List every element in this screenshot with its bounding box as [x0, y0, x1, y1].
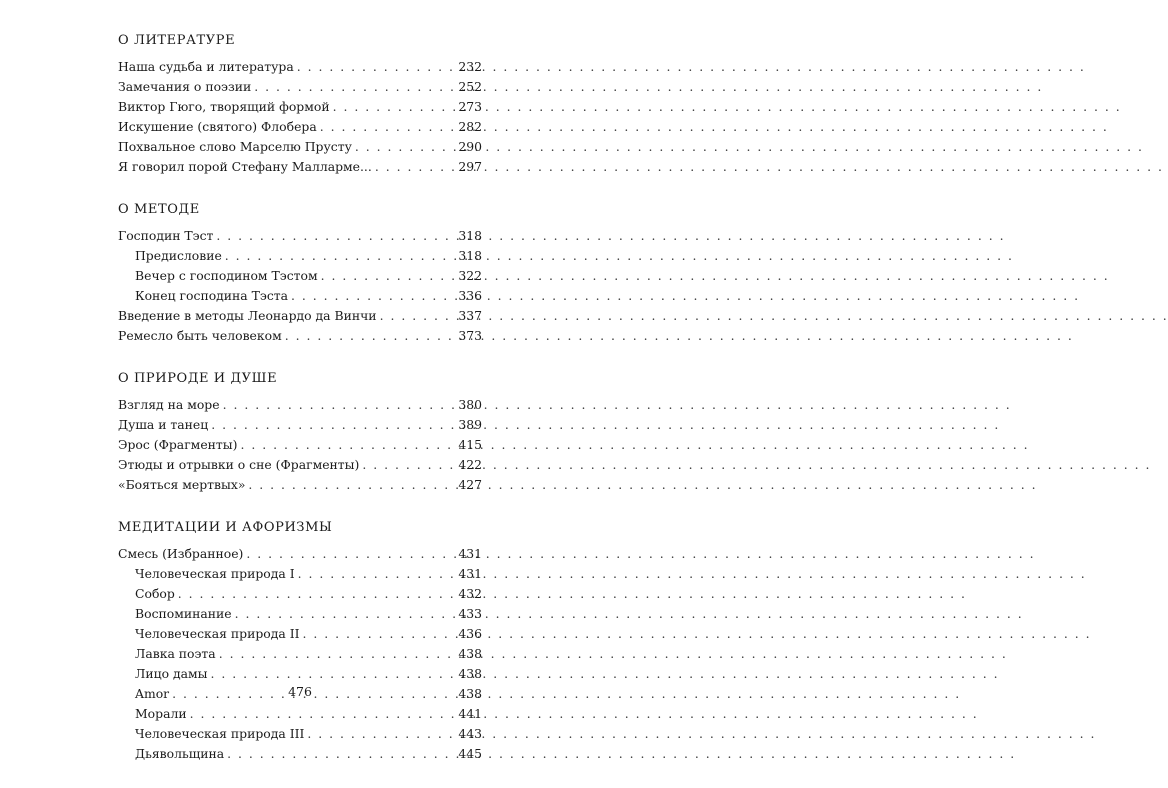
- dot-leader: [235, 604, 458, 624]
- section-title: О МЕТОДЕ: [118, 202, 200, 217]
- entry-title: Человеческая природа II: [135, 626, 300, 641]
- entry-title: Я говорил порой Стефану Малларме...: [118, 159, 372, 174]
- dot-leader: [362, 455, 457, 475]
- toc-entry: [118, 286, 482, 306]
- dot-leader: [178, 584, 458, 604]
- toc-entry: [118, 326, 482, 346]
- dot-leader: [227, 744, 457, 764]
- entry-title: Человеческая природа III: [135, 726, 305, 741]
- toc-entry: [118, 604, 482, 624]
- dot-leader: [333, 97, 458, 117]
- dot-leader: [210, 664, 457, 684]
- dot-leader: [285, 326, 458, 346]
- entry-title: Замечания о поэзии: [118, 79, 252, 94]
- entry-page-number: 445: [458, 746, 482, 761]
- entry-title: Amor: [135, 686, 170, 701]
- dot-leader: [355, 137, 457, 157]
- toc-entry: [118, 77, 482, 97]
- section-entries: [118, 57, 482, 177]
- entry-title: Смесь (Избранное): [118, 546, 244, 561]
- toc-entry: [118, 117, 482, 137]
- entry-page-number: 438: [458, 646, 482, 661]
- entry-page-number: 441: [458, 706, 482, 721]
- entry-page-number: 318: [458, 248, 482, 263]
- entry-page-number: 337: [458, 308, 482, 323]
- entry-page-number: 438: [458, 686, 482, 701]
- entry-page-number: 433: [458, 606, 482, 621]
- entry-page-number: 431: [458, 566, 482, 581]
- toc-entry: [118, 97, 482, 117]
- entry-title: Дьявольщина: [135, 746, 225, 761]
- toc-entry: [118, 624, 482, 644]
- entry-title: Конец господина Тэста: [135, 288, 289, 303]
- entry-title: Лицо дамы: [135, 666, 208, 681]
- entry-page-number: 438: [458, 666, 482, 681]
- toc-entry: [118, 475, 482, 495]
- entry-title: Господин Тэст: [118, 228, 214, 243]
- entry-page-number: 290: [458, 139, 482, 154]
- entry-title: Вечер с господином Тэстом: [135, 268, 318, 283]
- entry-title: Взгляд на море: [118, 397, 220, 412]
- entry-title: Морали: [135, 706, 187, 721]
- entry-page-number: 282: [458, 119, 482, 134]
- toc-entry: [118, 415, 482, 435]
- entry-page-number: 273: [458, 99, 482, 114]
- dot-leader: [211, 415, 457, 435]
- toc-entry: [118, 704, 482, 724]
- toc-entry: [118, 644, 482, 664]
- entry-page-number: 252: [458, 79, 482, 94]
- entry-title: Похвальное слово Марселю Прусту: [118, 139, 352, 154]
- dot-leader: [223, 395, 458, 415]
- section-entries: [118, 544, 482, 764]
- table-of-contents: [118, 32, 482, 788]
- toc-entry: [118, 137, 482, 157]
- page-number: 476: [288, 684, 312, 699]
- toc-entry: [118, 226, 482, 246]
- entry-title: Предисловие: [135, 248, 222, 263]
- toc-entry: [118, 724, 482, 744]
- dot-leader: [216, 226, 457, 246]
- book-page: [0, 0, 600, 761]
- entry-title: Ремесло быть человеком: [118, 328, 282, 343]
- toc-section: [118, 370, 482, 495]
- section-title: О ЛИТЕРАТУРЕ: [118, 33, 236, 48]
- entry-title: Воспоминание: [135, 606, 232, 621]
- section-title: О ПРИРОДЕ И ДУШЕ: [118, 371, 278, 386]
- entry-title: Этюды и отрывки о сне (Фрагменты): [118, 457, 360, 472]
- entry-page-number: 389: [458, 417, 482, 432]
- entry-title: Искушение (святого) Флобера: [118, 119, 317, 134]
- toc-entry: [118, 435, 482, 455]
- entry-page-number: 432: [458, 586, 482, 601]
- dot-leader: [303, 624, 458, 644]
- toc-entry: [118, 664, 482, 684]
- dot-leader: [190, 704, 458, 724]
- entry-title: Наша судьба и литература: [118, 59, 294, 74]
- toc-entry: [118, 395, 482, 415]
- entry-title: Собор: [135, 586, 175, 601]
- entry-title: «Бояться мертвых»: [118, 477, 246, 492]
- entry-page-number: 373: [458, 328, 482, 343]
- dot-leader: [291, 286, 457, 306]
- entry-page-number: 443: [458, 726, 482, 741]
- entry-title: Виктор Гюго, творящий формой: [118, 99, 330, 114]
- dot-leader: [240, 435, 457, 455]
- section-entries: [118, 226, 482, 346]
- toc-section: [118, 32, 482, 177]
- entry-page-number: 427: [458, 477, 482, 492]
- entry-page-number: 322: [458, 268, 482, 283]
- entry-page-number: 422: [458, 457, 482, 472]
- entry-title: Душа и танец: [118, 417, 209, 432]
- entry-page-number: 336: [458, 288, 482, 303]
- toc-entry: [118, 455, 482, 475]
- dot-leader: [307, 724, 457, 744]
- toc-entry: [118, 246, 482, 266]
- section-entries: [118, 395, 482, 495]
- section-title: МЕДИТАЦИИ И АФОРИЗМЫ: [118, 520, 333, 535]
- entry-page-number: 318: [458, 228, 482, 243]
- toc-entry: [118, 544, 482, 564]
- dot-leader: [380, 306, 458, 326]
- dot-leader: [375, 157, 458, 177]
- entry-page-number: 415: [458, 437, 482, 452]
- entry-page-number: 297: [458, 159, 482, 174]
- dot-leader: [219, 644, 458, 664]
- entry-title: Человеческая природа I: [135, 566, 295, 581]
- entry-page-number: 232: [458, 59, 482, 74]
- dot-leader: [298, 564, 458, 584]
- dot-leader: [248, 475, 457, 495]
- toc-entry: [118, 306, 482, 326]
- toc-section: [118, 519, 482, 764]
- entry-page-number: 436: [458, 626, 482, 641]
- dot-leader: [321, 266, 458, 286]
- dot-leader: [254, 77, 457, 97]
- toc-entry: [118, 157, 482, 177]
- toc-entry: [118, 584, 482, 604]
- toc-entry: [118, 57, 482, 77]
- entry-page-number: 431: [458, 546, 482, 561]
- entry-page-number: 380: [458, 397, 482, 412]
- toc-section: [118, 201, 482, 346]
- dot-leader: [246, 544, 457, 564]
- dot-leader: [320, 117, 458, 137]
- toc-entry: [118, 744, 482, 764]
- dot-leader: [225, 246, 458, 266]
- entry-title: Эрос (Фрагменты): [118, 437, 238, 452]
- dot-leader: [297, 57, 458, 77]
- entry-title: Лавка поэта: [135, 646, 216, 661]
- entry-title: Введение в методы Леонардо да Винчи: [118, 308, 377, 323]
- toc-entry: [118, 266, 482, 286]
- toc-entry: [118, 564, 482, 584]
